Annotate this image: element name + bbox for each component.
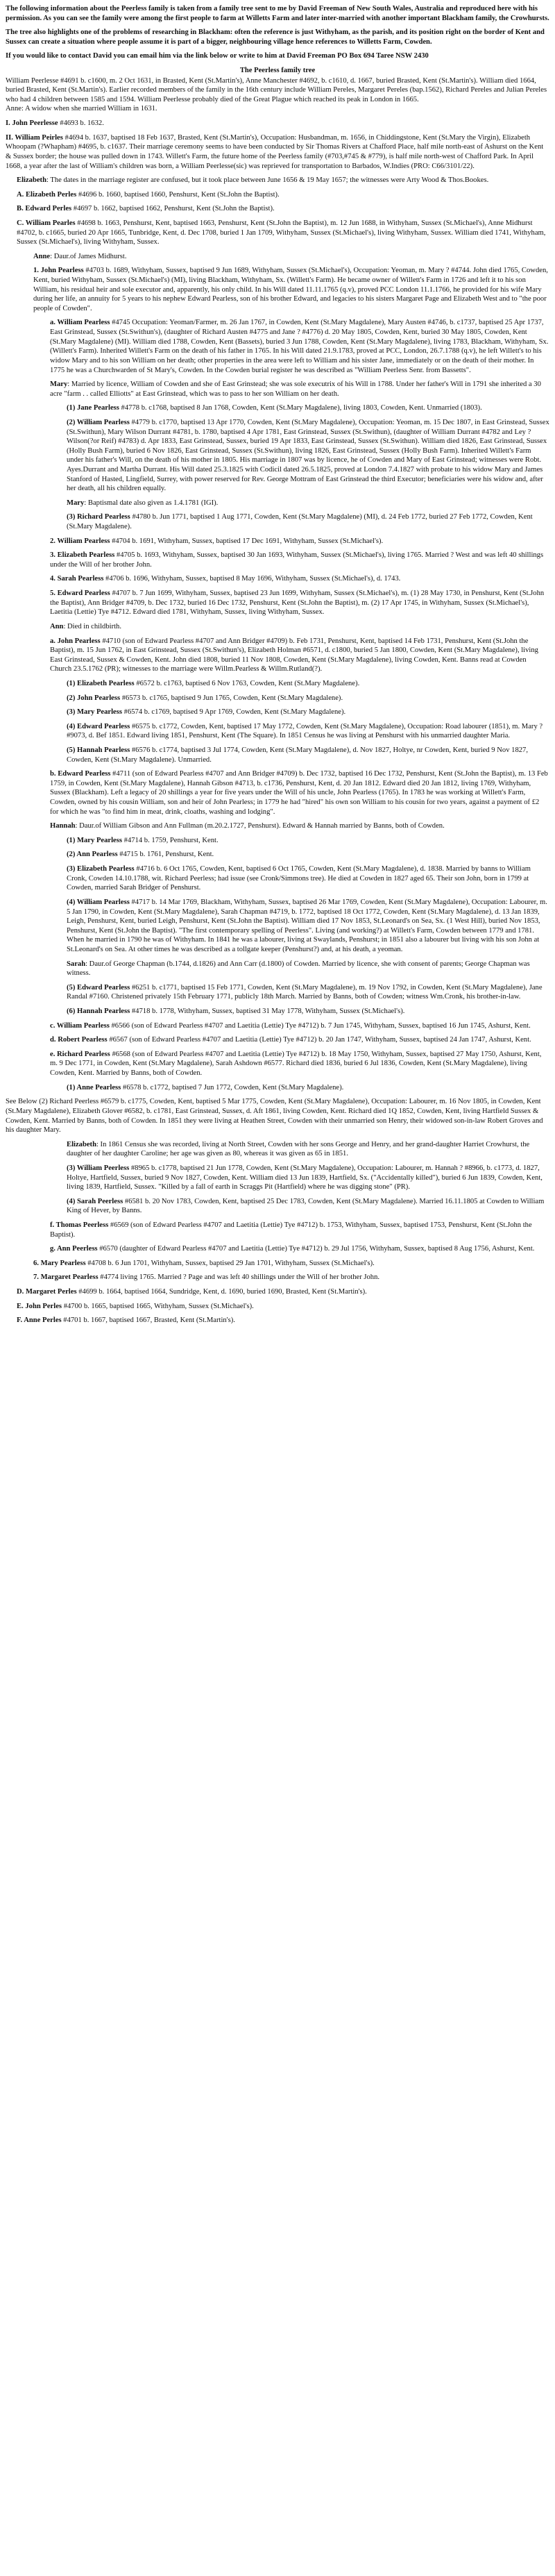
entry-text: #6576 b. c1774, baptised 3 Jul 1774, Cowden, Kent (St.Mary Magdalene), d. Nov 1827, Holtye, nr Cowden, Kent, buried 9 Nov 1827, Cowden, Kent (St.Mary Magdalene). Unmarried. bbox=[67, 746, 528, 764]
entry-text: #6575 b. c1772, Cowden, Kent, baptised 17 May 1772, Cowden, Kent (St.Mary Magdalene), Occupation: Road labourer (1851), m. Mary ? #9073, d. Bef 1851. Edward living 1851, Penshurst, Kent (The Square). In 1851 Census he was living at Penshurst with his unmarried daughter Maria. bbox=[67, 722, 543, 740]
entry-name: 2. William Pearless bbox=[50, 537, 110, 545]
entry-name: I. John Peerlesse bbox=[6, 119, 58, 128]
tree-entry bbox=[6, 1197, 549, 1216]
tree-entry bbox=[6, 551, 549, 569]
entry-text: #4697 b. 1662, baptised 1662, Penshurst, Kent (St.John the Baptist). bbox=[71, 205, 275, 213]
entry-name: II. William Peirles bbox=[6, 133, 63, 142]
tree-entry bbox=[6, 537, 549, 546]
entry-text: #6573 b. c1765, baptised 9 Jun 1765, Cowden, Kent (St.Mary Magdalene). bbox=[120, 694, 343, 702]
tree-entry bbox=[6, 499, 549, 508]
entry-name: d. Robert Pearless bbox=[50, 1036, 108, 1044]
entry-text: William Peerlesse #4691 b. c1600, m. 2 Oct 1631, in Brasted, Kent (St.Martin's), Anne Manchester #4692, b. c1610, d. 1667, buried Brasted, Kent (St.Martin's). William died 1664, buried Brasted, Kent (St.Martin's). Earlier recorded members of the family in the 16th century include William Pereles, Margaret Pereles (bap.1562), Richard Pereles and Julian Pereles who had 4 children between 1585 and 1594. William Peerlesse probably died of the Great Plague which reached its peak in London in 1665. bbox=[6, 76, 547, 103]
tree-entry bbox=[6, 1244, 549, 1254]
entry-name: c. William Pearless bbox=[50, 1021, 110, 1030]
entry-name: (3) Elizabeth Pearless bbox=[67, 865, 135, 873]
entry-name: B. Edward Perles bbox=[17, 205, 72, 213]
entry-text: #6581 b. 20 Nov 1783, Cowden, Kent, baptised 25 Dec 1783, Cowden, Kent (St.Mary Magdalene). Married 16.11.1805 at Cowden to William King of Hever, by Banns. bbox=[67, 1197, 545, 1215]
entry-text: #4710 (son of Edward Pearless #4707 and Ann Bridger #4709) b. Feb 1731, Penshurst, Kent, baptised 14 Feb 1731, Penshurst, Kent (St.John the Baptist), m. 15 Jun 1762, in East Grinstead, Sussex (St.Swithun's), Elizabeth Holman #6571, d. c1800, buried 5 Jan 1800, Cowden, Kent (St.Mary Magdalene), living East Grinstead, Sussex & Cowden, Kent. John died 1808, buried 11 Nov 1808, Cowden, Kent (St.Mary Magdalene), living Cowden, Kent. Banns read at Cowden Church 23.5.1762 (PR); witnesses to the marriage were Willm.Pearless & Willm.Rutland(?). bbox=[50, 637, 538, 674]
entry-name: (4) Edward Pearless bbox=[67, 722, 130, 730]
entry-name: (1) Anne Pearless bbox=[67, 1083, 121, 1092]
entry-text: #6568 (son of Edward Pearless #4707 and Laetitia (Lettie) Tye #4712) b. 18 May 1750, Withyham, Sussex, baptised 27 May 1750, Ashurst, Kent, m. 9 Dec 1771, in Cowden, Kent (St.Mary Magdalene), Sarah Ashdown #6577. Richard died 1836, buried 6 Jul 1836, Cowden, Kent (St.Mary Magdalene), living Cowden, Kent. Married by Banns, both of Cowden. bbox=[50, 1050, 542, 1078]
tree-entry bbox=[6, 1140, 549, 1159]
entry-text: #4703 b. 1689, Withyham, Sussex, baptised 9 Jun 1689, Withyham, Sussex (St.Michael's), Occupation: Yeoman, m. Mary ? #4744. John died 1765, Cowden, Kent, buried Withyham, Sussex (St.Michael's) (MI), living Blackham, Withyham, Sx. (Willett's Farm). He became owner of Willett's Farm in 1726 and left it to his son William, his residual heir and sole executor and, apparently, his only child. In his Will dated 11.11.1765 (q.v), proved PCC London 11.1.1766, he provided for his wife Mary during her life, an annuity for 5 years to his nephew Edward Pearless, son of his brother Edward, and legacies to his sisters Margaret Page and Elizabeth West and to "the poor people of Cowden". bbox=[33, 267, 548, 312]
tree-entry bbox=[6, 1164, 549, 1192]
entry-text: #4699 b. 1664, baptised 1664, Sundridge, Kent, d. 1690, buried 1690, Brasted, Kent (St.Martin's). bbox=[76, 1288, 367, 1296]
tree-entry bbox=[6, 1097, 549, 1135]
entry-text: #6570 (daughter of Edward Pearless #4707 and Laetitia (Lettie) Tye #4712) b. 29 Jul 1756, Withyham, Sussex, baptised 8 Aug 1756, Ashurst, Kent. bbox=[97, 1245, 535, 1253]
entry-name: b. Edward Pearless bbox=[50, 770, 111, 778]
tree-entry bbox=[6, 176, 549, 185]
entry-text: : Daur.of George Chapman (b.1744, d.1826) and Ann Carr (d.1800) of Cowden. Married by licence, she with consent of parents; George Chapman was witness. bbox=[67, 960, 530, 978]
entry-text: : In 1861 Census she was recorded, living at North Street, Cowden with her sons George and Henry, and her grand-daughter Harriet Crowhurst, the daughter of her daughter Caroline; her age was given as 80, whereas it was given as 65 in 1851. bbox=[67, 1140, 530, 1158]
entry-name: g. Ann Peerless bbox=[50, 1245, 98, 1253]
tree-entry bbox=[6, 1287, 549, 1297]
tree-entry bbox=[6, 1083, 549, 1093]
entry-text: : The dates in the marriage register are confused, but it took place between June 1656 & 19 May 1657; the witnesses were Arty Wood & Thos.Bookes. bbox=[46, 176, 489, 185]
entry-name: C. William Pearles bbox=[17, 219, 76, 227]
tree-entry bbox=[6, 850, 549, 860]
entry-text: #4716 b. 6 Oct 1765, Cowden, Kent, baptised 6 Oct 1765, Cowden, Kent (St.Mary Magdalene), d. 1838. Married by banns to William Cronk, Cowden 14.10.1788, wit. Richard Peerless; had issue (see Cronk/Simmons tree). He died at Cowden in 1827 aged 65. Their son John, born in 1799 at Cowden, married Sarah Bridger of Penshurst. bbox=[67, 865, 531, 892]
entry-text: #4700 b. 1665, baptised 1665, Withyham, Sussex (St.Michael's). bbox=[62, 1302, 254, 1310]
tree-entry bbox=[6, 252, 549, 262]
entry-name: Sarah bbox=[67, 960, 86, 968]
intro-block bbox=[6, 4, 549, 61]
entry-text: #4774 living 1765. Married ? Page and was left 40 shillings under the Will of her brother John. bbox=[98, 1273, 380, 1282]
tree-entry bbox=[6, 418, 549, 494]
entry-name: D. Margaret Perles bbox=[17, 1288, 77, 1296]
tree-entry bbox=[6, 204, 549, 214]
entry-text: : Married by licence, William of Cowden and she of East Grinstead; she was sole executrix of his Will in 1788. Under her father's Will in 1791 she inherited a 30 acre "farm . . called Elliotts" at East Grinstead, which was to pass to her son William on her death. bbox=[50, 380, 541, 398]
entry-text: #4698 b. 1663, Penshurst, Kent, baptised 1663, Penshurst, Kent (St.John the Baptist), m. 12 Jun 1688, in Withyham, Sussex (St.Michael's), Anne Midhurst #4702, b. c1665, buried 20 Apr 1665, Tunbridge, Kent, d. Dec 1708, buried 1 Jan 1709, Withyham, Sussex (St.Michael's), living Withyham, Sussex. William died 1741, Withyham, Sussex (St.Michael's), living Withyham, Sussex. bbox=[17, 219, 546, 246]
entry-text: #4701 b. 1667, baptised 1667, Brasted, Kent (St.Martin's). bbox=[61, 1316, 235, 1325]
entry-name: (5) Hannah Pearless bbox=[67, 746, 130, 754]
tree-entry bbox=[6, 589, 549, 617]
tree-entry bbox=[6, 219, 549, 247]
entry-text: #6566 (son of Edward Pearless #4707 and Laetitia (Lettie) Tye #4712) b. 7 Jun 1745, Withyham, Sussex, baptised 16 Jun 1745, Ashurst, Kent. bbox=[109, 1021, 531, 1030]
tree-entry bbox=[6, 574, 549, 584]
entry-text: #4706 b. 1696, Withyham, Sussex, baptised 8 May 1696, Withyham, Sussex (St.Michael's), d. 1743. bbox=[103, 575, 401, 583]
tree-entry bbox=[6, 1316, 549, 1325]
entry-text: #4696 b. 1660, baptised 1660, Penshurst, Kent (St.John the Baptist). bbox=[76, 190, 280, 199]
entry-text: #6567 (son of Edward Pearless #4707 and Laetitia (Lettie) Tye #4712) b. 20 Jan 1747, Withyham, Sussex, baptised 24 Jan 1747, Ashurst, Kent. bbox=[107, 1036, 531, 1044]
family-tree-entries bbox=[6, 76, 549, 1325]
entry-name: (2) John Pearless bbox=[67, 694, 121, 702]
tree-entry bbox=[6, 1035, 549, 1045]
entry-text: #6572 b. c1763, baptised 6 Nov 1763, Cowden, Kent (St.Mary Magdalene). bbox=[134, 679, 360, 687]
entry-name: Elizabeth bbox=[67, 1140, 96, 1148]
entry-name: 3. Elizabeth Pearless bbox=[50, 551, 115, 560]
tree-entry bbox=[6, 76, 549, 105]
entry-name: 1. John Pearless bbox=[33, 267, 84, 275]
entry-name: (1) Jane Pearless bbox=[67, 404, 119, 412]
tree-entry bbox=[6, 1273, 549, 1282]
entry-name: a. William Pearless bbox=[50, 319, 110, 327]
entry-text: #4717 b. 14 Mar 1769, Blackham, Withyham, Sussex, baptised 26 Mar 1769, Cowden, Kent (St.Mary Magdalene), Occupation: Labourer, m. 5 Jan 1790, in Cowden, Kent (St.Mary Magdalene), Sarah Chapman #4719, b. 1772, baptised 18 Oct 1772, Cowden, Kent (St.Mary Magdalene), d. 13 Jan 1839, Leigh, Penshurst, Kent, buried Leigh, Penshurst, Kent (St.John the Baptist). William died 17 Nov 1853, St.Leonard's on Sea, Sx. (1 West Hill), buried Nov 1853, Penshurst, Kent (St.John the Baptist). "The first contemporary spelling of Peerless". Living (and working?) at Willett's Farm, Cowden between 1779 and 1781. When he married in 1790 he was of Withyham. In 1841 he was a labourer, living at Swaylands, Penshurst; in 1851 also a labourer but living with his son John at St.Leonard's on Sea. At other times he was described as a tollgate keeper (Penshurst?) and, at his death, a yeoman. bbox=[67, 898, 547, 953]
tree-entry bbox=[6, 637, 549, 674]
tree-entry bbox=[6, 694, 549, 703]
tree-entry bbox=[6, 960, 549, 978]
entry-name: (3) Richard Pearless bbox=[67, 513, 130, 521]
entry-name: (3) William Peerless bbox=[67, 1164, 130, 1172]
intro-paragraph: The tree also highlights one of the problems of researching in Blackham: often the reference is just Withyham, as the parish, and its position right on the border of Kent and Sussex can create a situation where people assume it is part of a bigger, neighbouring village hence references to Willetts Farm, Cowden. bbox=[6, 28, 545, 46]
tree-entry bbox=[6, 1221, 549, 1239]
entry-name: (3) Mary Pearless bbox=[67, 708, 123, 717]
entry-name: (1) Elizabeth Pearless bbox=[67, 679, 135, 687]
tree-entry bbox=[6, 512, 549, 531]
tree-entry bbox=[6, 190, 549, 200]
entry-text: #4708 b. 6 Jun 1701, Withyham, Sussex, baptised 29 Jan 1701, Withyham, Sussex (St.Michael's). bbox=[85, 1259, 375, 1267]
entry-name: Hannah bbox=[50, 822, 76, 830]
intro-paragraph: The following information about the Peerless family is taken from a family tree sent to me by David Freeman of New South Wales, Australia and reproduced here with his permission. As you can see the family were among the first people to farm at Willetts Farm and later inter-married with another important Blackham family, the Crowhursts. bbox=[6, 5, 549, 22]
entry-name: f. Thomas Peerless bbox=[50, 1221, 109, 1229]
entry-name: Anne bbox=[33, 252, 51, 260]
entry-name: E. John Perles bbox=[17, 1302, 62, 1310]
entry-text: #4694 b. 1637, baptised 18 Feb 1637, Brasted, Kent (St.Martin's), Occupation: Husbandman, m. 1656, in Chiddingstone, Kent (St.Mary the Virgin), Elizabeth Whoopam (?Whapham) #4695, b. c1637. Their marriage ceremony seems to have been conducted by Sir Thomas Rivers at Chafford Place, half mile north-east of Ashurst on the Kent & Sussex border; the house was pulled down in 1743. Willett's Farm, the future home of the Peerless family (#703,#745 & #779), is half mile north-west of Chafford Park. In April 1668, a year after the last of William's children was born, a William Peerlesse(sic) was reprieved for transportation to Barbados, W.Indies (PRO: C66/3101/22). bbox=[6, 133, 544, 170]
entry-text: #6574 b. c1769, baptised 9 Apr 1769, Cowden, Kent (St.Mary Magdalene). bbox=[122, 708, 346, 717]
tree-entry bbox=[6, 746, 549, 764]
tree-entry bbox=[6, 983, 549, 1002]
entry-text: #8965 b. c1778, baptised 21 Jun 1778, Cowden, Kent (St.Mary Magdalene), Occupation: Labourer, m. Hannah ? #8966, b. c1773, d. 1827, Holtye, Hartfield, Sussex, buried 9 Nov 1827, Cowden, Kent. William died 13 Jun 1839, Hartfield, Sx. ("Accidentally killed"), buried 6 Jun 1839, Cowden, Kent, living 1839, Hartfield, Sussex. "Killed by a fall of earth in Scraggs Pit (Hartfield) where he was digging stone" (PR). bbox=[67, 1164, 543, 1191]
entry-text: Anne: A widow when she married William in 1631. bbox=[6, 105, 157, 113]
entry-text: #4705 b. 1693, Withyham, Sussex, baptised 30 Jan 1693, Withyham, Sussex (St.Michael's), living 1765. Married ? West and was left 40 shillings under the Will of her brother John. bbox=[50, 551, 544, 569]
tree-entry bbox=[6, 864, 549, 893]
tree-entry bbox=[6, 104, 549, 114]
entry-name: Mary bbox=[50, 380, 68, 389]
entry-name: (2) Ann Pearless bbox=[67, 851, 118, 859]
tree-entry bbox=[6, 821, 549, 831]
entry-text: : Baptismal date also given as 1.4.1781 (IGI). bbox=[84, 499, 219, 507]
entry-name: (4) William Pearless bbox=[67, 898, 130, 906]
entry-name: (2) William Pearless bbox=[67, 418, 130, 426]
entry-name: 7. Margaret Pearless bbox=[33, 1273, 99, 1282]
entry-text: #4778 b. c1768, baptised 8 Jan 1768, Cowden, Kent (St.Mary Magdalene), living 1803, Cowden, Kent. Unmarried (1803). bbox=[119, 404, 482, 412]
entry-text: #4745 Occupation: Yeoman/Farmer, m. 26 Jan 1767, in Cowden, Kent (St.Mary Magdalene), Mary Austen #4746, b. c1737, baptised 25 Apr 1737, East Grinstead, Sussex (St.Swithun's), (daughter of Richard Austen #4775 and Jane ? #4776) d. 20 May 1805, Cowden, Kent, buried 30 May 1805, Cowden, Kent (St.Mary Magdalene) (MI). William died 1788, Cowden, Kent (Bassets), buried 3 Jun 1788, Cowden, Kent (St.Mary Magdalene), living 1783, Blackham, Withyham, Sx. (Willett's Farm). Inherited Willett's Farm on the death of his father in 1765. In his Will dated 21.9.1783, proved at PCC, London, 26.7.1788 (q.v), he left Willett's to his widow Mary and to his son William on her death; other properties in the area were left to William and his sister Jane, immediately or on the death of their mother. In 1775 he was a Churchwarden of St Mary's, Cowden. In the Cowden burial register he was described as "William Peerless Senr. from Bassetts". bbox=[50, 319, 549, 374]
entry-text: #4704 b. 1691, Withyham, Sussex, baptised 17 Dec 1691, Withyham, Sussex (St.Michael's). bbox=[110, 537, 384, 545]
tree-entry bbox=[6, 898, 549, 955]
tree-entry bbox=[6, 1021, 549, 1031]
entry-name: a. John Pearless bbox=[50, 637, 101, 645]
tree-entry bbox=[6, 1050, 549, 1078]
tree-entry bbox=[6, 380, 549, 399]
tree-entry bbox=[6, 769, 549, 817]
tree-entry bbox=[6, 266, 549, 313]
tree-entry bbox=[6, 119, 549, 128]
entry-text: #4707 b. 7 Jun 1699, Withyham, Sussex, baptised 23 Jun 1699, Withyham, Sussex (St.Michael's), m. (1) 28 May 1730, in Penshurst, Kent (St.John the Baptist), Ann Bridger #4709, b. Dec 1732, buried 16 Dec 1732, Penshurst, Kent (St.John the Baptist), m. (2) 17 Apr 1745, in Withyham, Sussex (St.Michael's), Laetitia (Lettie) Tye #4712. Edward died 1781, Withyham, Sussex, living Withyham, Sussex. bbox=[50, 589, 545, 617]
tree-entry bbox=[6, 318, 549, 375]
entry-text: #4780 b. Jun 1771, baptised 1 Aug 1771, Cowden, Kent (St.Mary Magdalene) (MI), d. 24 Feb 1772, buried 27 Feb 1772, Cowden, Kent (St.Mary Magdalene). bbox=[67, 513, 533, 531]
entry-name: e. Richard Pearless bbox=[50, 1050, 110, 1058]
entry-name: (5) Edward Pearless bbox=[67, 983, 130, 992]
entry-text: #6578 b. c1772, baptised 7 Jun 1772, Cowden, Kent (St.Mary Magdalene). bbox=[121, 1083, 344, 1092]
tree-entry bbox=[6, 1302, 549, 1312]
entry-name: 4. Sarah Pearless bbox=[50, 575, 104, 583]
entry-name: A. Elizabeth Perles bbox=[17, 190, 77, 199]
tree-entry bbox=[6, 1007, 549, 1017]
entry-name: Mary bbox=[67, 499, 85, 507]
entry-name: F. Anne Perles bbox=[17, 1316, 62, 1325]
entry-text: #4718 b. 1778, Withyham, Sussex, baptised 31 May 1778, Withyham, Sussex (St.Michael's). bbox=[130, 1007, 405, 1016]
entry-text: #4693 b. 1632. bbox=[58, 119, 104, 128]
entry-text: : Died in childbirth. bbox=[63, 622, 121, 630]
entry-text: #4715 b. 1761, Penshurst, Kent. bbox=[117, 851, 214, 859]
tree-entry bbox=[6, 679, 549, 689]
entry-name: 5. Edward Pearless bbox=[50, 589, 110, 598]
entry-name: 6. Mary Pearless bbox=[33, 1259, 86, 1267]
entry-name: (4) Sarah Peerless bbox=[67, 1197, 123, 1205]
entry-name: Elizabeth bbox=[17, 176, 46, 185]
entry-name: Ann bbox=[50, 622, 64, 630]
entry-text: #4714 b. 1759, Penshurst, Kent. bbox=[122, 836, 219, 844]
tree-entry bbox=[6, 708, 549, 717]
document-title: The Peerless family tree bbox=[239, 67, 316, 75]
entry-text: #6251 b. c1771, baptised 15 Feb 1771, Cowden, Kent (St.Mary Magdalene), m. 19 Nov 1792, in Cowden, Kent (St.Mary Magdalene), Jane Randal #7160. Christened privately 15th February 1771, publicly 18th March. Married by Banns, both of Cowden; witness Wm.Cronk, his brother-in-law. bbox=[67, 983, 543, 1001]
entry-text: #4711 (son of Edward Pearless #4707 and Ann Bridger #4709) b. Dec 1732, baptised 16 Dec 1732, Penshurst, Kent (St.John the Baptist), m. 13 Feb 1759, in Cowden, Kent (St.Mary Magdalene), Hannah Gibson #4713, b. c1736, Penshurst, Kent, d. 20 Jan 1812. Edward died 20 Jan 1812, living 1769, Withyham, Sussex (Blackham). Left a legacy of 20 shillings a year for five years under the Will of his uncle, John Pearless (1765). In 1783 he was working at Willett's Farm, Cowden, owned by his cousin William, son and heir of John Pearless; in 1779 he had "hired" his own son William to his cousin for two years, against a payment of £2 for which he was "to find him in meat, drink, cloaths, washing and lodging". bbox=[50, 770, 548, 816]
entry-text: #4779 b. c1770, baptised 13 Apr 1770, Cowden, Kent (St.Mary Magdalene), Occupation: Yeoman, m. 15 Dec 1807, in East Grinstead, Sussex (St.Swithun), Mary Wilson Durrant #4781, b. 1780, baptised 4 Apr 1781, East Grinstead, Sussex (St.Swithun), (daughter of William Durrant #4782 and Ley ?Wilson(?or Reif) #4783) d. Apr 1833, East Grinstead, Sussex, buried 19 Apr 1833, East Grinstead, Sussex (St.Swithun). William died 1826, East Grinstead, Sussex (Holly Bush Farm), buried 6 Nov 1826, East Grinstead, Sussex (St.Swithun), living 1826, East Grinstead, Sussex (Holly Bush Farm). Inherited Willett's Farm under his father's Will, on the death of his mother in 1805. His marriage in 1807 was by licence, he of Cowden and Mary of East Grinstead; witnesses were Robt. Ayes.Durrant and Martha Durrant. His Will dated 25.3.1825 with Codicil dated 26.5.1825, proved at London 7.4.1827 with probate to his widow Mary and James Stanford of Hasted, Lingfield, Surrey, with power reserved for Rev. George Mottram of East Grinstead the third Executor; beneficiaries were his widow and, after her death, all his children equally. bbox=[67, 418, 549, 493]
tree-entry bbox=[6, 403, 549, 413]
tree-entry bbox=[6, 836, 549, 846]
intro-paragraph: If you would like to contact David you can email him via the link below or write to him at David Freeman PO Box 694 Taree NSW 2430 bbox=[6, 52, 429, 60]
entry-text: : Daur.of James Midhurst. bbox=[50, 252, 127, 260]
entry-text: : Daur.of William Gibson and Ann Fullman (m.20.2.1727, Penshurst). Edward & Hannah married by Banns, both of Cowden. bbox=[75, 822, 445, 830]
tree-entry bbox=[6, 722, 549, 741]
tree-entry bbox=[6, 1259, 549, 1269]
entry-text: #6569 (son of Edward Pearless #4707 and Laetitia (Lettie) Tye #4712) b. 1753, Withyham, Sussex, baptised 1753, Penshurst, Kent (St.John the Baptist). bbox=[50, 1221, 532, 1239]
tree-entry bbox=[6, 622, 549, 632]
entry-text: See Below (2) Richard Peerless #6579 b. c1775, Cowden, Kent, baptised 5 Mar 1775, Cowden, Kent (St.Mary Magdalene), Occupation: Labourer, m. 16 Nov 1805, in Cowden, Kent (St.Mary Magdalene), Elizabeth Glover #6582, b. c1781, East Grinstead, Sussex, d. Aft 1861, living Cowden, Kent. Richard died 1Q 1852, Cowden, Kent, living Hartfield Sussex & Cowden, Kent. Married by Banns, both of Cowden. In 1851 they were living at Heathen Street, Cowden with their unmarried son Henry, their widowed son-in-law Robert Groves and his daughter Mary. bbox=[6, 1098, 543, 1135]
tree-entry bbox=[6, 133, 549, 171]
entry-name: (1) Mary Pearless bbox=[67, 836, 123, 844]
entry-name: (6) Hannah Pearless bbox=[67, 1007, 130, 1016]
